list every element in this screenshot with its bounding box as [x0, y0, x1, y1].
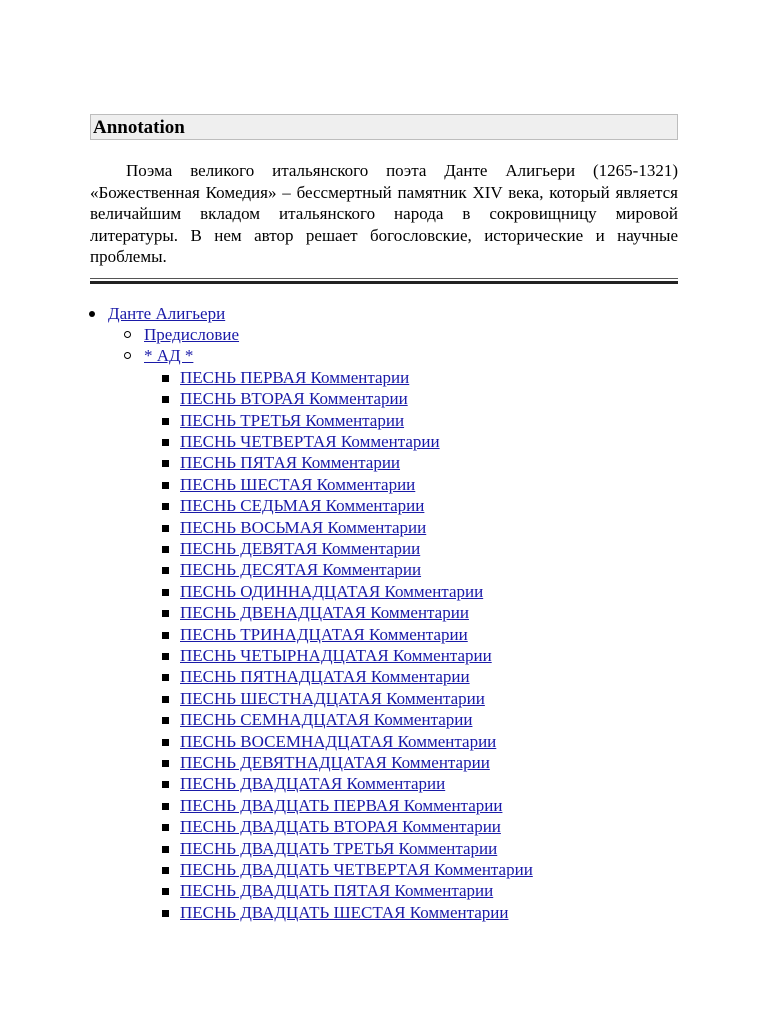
toc-canto-item	[144, 688, 678, 709]
toc-canto-link[interactable]: ПЕСНЬ ВТОРАЯ Комментарии	[180, 389, 408, 409]
square-bullet-icon	[162, 781, 169, 788]
toc-canto-item	[144, 666, 678, 687]
toc-canto-item	[144, 388, 678, 409]
square-bullet-icon	[162, 589, 169, 596]
toc-canto-link[interactable]: ПЕСНЬ ДВАДЦАТЬ ПЕРВАЯ Комментарии	[180, 795, 503, 815]
toc-canto-link[interactable]: ПЕСНЬ ДЕВЯТАЯ Комментарии	[180, 538, 421, 558]
annotation-heading: Annotation	[90, 114, 678, 140]
table-of-contents	[90, 303, 678, 924]
square-bullet-icon	[162, 739, 169, 746]
square-bullet-icon	[162, 760, 169, 767]
toc-canto-item	[144, 452, 678, 473]
square-bullet-icon	[162, 610, 169, 617]
toc-canto-link[interactable]: ПЕСНЬ ВОСЬМАЯ Комментарии	[180, 517, 427, 537]
toc-section-item	[108, 345, 678, 923]
square-bullet-icon	[162, 717, 169, 724]
toc-canto-link[interactable]: ПЕСНЬ ДВАДЦАТАЯ Комментарии	[180, 774, 446, 794]
disc-bullet-icon	[89, 311, 95, 317]
section-divider	[90, 278, 678, 284]
toc-canto-item	[144, 624, 678, 645]
toc-canto-item	[144, 559, 678, 580]
square-bullet-icon	[162, 482, 169, 489]
toc-canto-link[interactable]: ПЕСНЬ ШЕСТНАДЦАТАЯ Комментарии	[180, 688, 485, 708]
toc-canto-item	[144, 538, 678, 559]
toc-canto-link[interactable]: ПЕСНЬ ДЕВЯТНАДЦАТАЯ Комментарии	[180, 753, 490, 773]
square-bullet-icon	[162, 674, 169, 681]
toc-canto-link[interactable]: ПЕСНЬ ТРИНАДЦАТАЯ Комментарии	[180, 624, 468, 644]
toc-canto-item	[144, 709, 678, 730]
toc-inferno-link[interactable]: * АД *	[144, 346, 194, 366]
toc-canto-item	[144, 495, 678, 516]
toc-canto-item	[144, 367, 678, 388]
toc-canto-link[interactable]: ПЕСНЬ ДВАДЦАТЬ ВТОРАЯ Комментарии	[180, 817, 501, 837]
toc-canto-item	[144, 602, 678, 623]
square-bullet-icon	[162, 460, 169, 467]
toc-canto-item	[144, 581, 678, 602]
toc-canto-item	[144, 838, 678, 859]
square-bullet-icon	[162, 653, 169, 660]
toc-author-item	[72, 303, 678, 924]
toc-canto-link[interactable]: ПЕСНЬ СЕДЬМАЯ Комментарии	[180, 496, 425, 516]
square-bullet-icon	[162, 439, 169, 446]
toc-canto-link[interactable]: ПЕСНЬ ДЕСЯТАЯ Комментарии	[180, 560, 422, 580]
square-bullet-icon	[162, 803, 169, 810]
document-page	[90, 114, 678, 923]
toc-canto-link[interactable]: ПЕСНЬ СЕМНАДЦАТАЯ Комментарии	[180, 710, 473, 730]
toc-level1-list	[72, 303, 678, 924]
toc-canto-link[interactable]: ПЕСНЬ ДВАДЦАТЬ ШЕСТАЯ Комментарии	[180, 902, 509, 922]
square-bullet-icon	[162, 375, 169, 382]
toc-preface-link[interactable]: Предисловие	[144, 324, 240, 344]
circle-bullet-icon	[124, 352, 131, 359]
toc-canto-link[interactable]: ПЕСНЬ ОДИННАДЦАТАЯ Комментарии	[180, 581, 484, 601]
toc-canto-item	[144, 752, 678, 773]
toc-canto-link[interactable]: ПЕСНЬ ВОСЕМНАДЦАТАЯ Комментарии	[180, 731, 497, 751]
square-bullet-icon	[162, 696, 169, 703]
toc-level2-list	[108, 324, 678, 923]
square-bullet-icon	[162, 396, 169, 403]
toc-canto-link[interactable]: ПЕСНЬ ДВАДЦАТЬ ТРЕТЬЯ Комментарии	[180, 838, 498, 858]
toc-canto-link[interactable]: ПЕСНЬ ЧЕТВЕРТАЯ Комментарии	[180, 431, 440, 451]
toc-canto-item	[144, 880, 678, 901]
toc-canto-list	[144, 367, 678, 924]
toc-canto-item	[144, 731, 678, 752]
toc-author-link[interactable]: Данте Алигьери	[108, 303, 226, 323]
square-bullet-icon	[162, 546, 169, 553]
toc-canto-link[interactable]: ПЕСНЬ ШЕСТАЯ Комментарии	[180, 474, 416, 494]
toc-canto-link[interactable]: ПЕСНЬ ДВАДЦАТЬ ПЯТАЯ Комментарии	[180, 881, 494, 901]
toc-canto-item	[144, 795, 678, 816]
square-bullet-icon	[162, 567, 169, 574]
toc-canto-link[interactable]: ПЕСНЬ ПЕРВАЯ Комментарии	[180, 367, 410, 387]
toc-canto-link[interactable]: ПЕСНЬ ДВЕНАДЦАТАЯ Комментарии	[180, 603, 469, 623]
square-bullet-icon	[162, 846, 169, 853]
square-bullet-icon	[162, 632, 169, 639]
square-bullet-icon	[162, 867, 169, 874]
toc-canto-item	[144, 773, 678, 794]
toc-canto-link[interactable]: ПЕСНЬ ДВАДЦАТЬ ЧЕТВЕРТАЯ Комментарии	[180, 860, 533, 880]
toc-canto-item	[144, 474, 678, 495]
toc-section-item	[108, 324, 678, 345]
square-bullet-icon	[162, 888, 169, 895]
toc-canto-item	[144, 517, 678, 538]
toc-canto-link[interactable]: ПЕСНЬ ТРЕТЬЯ Комментарии	[180, 410, 405, 430]
toc-canto-link[interactable]: ПЕСНЬ ПЯТНАДЦАТАЯ Комментарии	[180, 667, 470, 687]
toc-canto-item	[144, 816, 678, 837]
square-bullet-icon	[162, 525, 169, 532]
toc-canto-item	[144, 902, 678, 923]
circle-bullet-icon	[124, 331, 131, 338]
square-bullet-icon	[162, 910, 169, 917]
square-bullet-icon	[162, 503, 169, 510]
annotation-text: Поэма великого итальянского поэта Данте Алигьери (1265-1321) «Божественная Комедия» – бессмертный памятник XIV века, который является величайшим вкладом итальянского народа в сокровищницу мировой литературы. В нем автор решает богословские, исторические и научные проблемы.	[90, 161, 678, 266]
toc-canto-link[interactable]: ПЕСНЬ ПЯТАЯ Комментарии	[180, 453, 401, 473]
toc-canto-item	[144, 410, 678, 431]
toc-canto-item	[144, 859, 678, 880]
square-bullet-icon	[162, 824, 169, 831]
toc-canto-item	[144, 645, 678, 666]
toc-canto-link[interactable]: ПЕСНЬ ЧЕТЫРНАДЦАТАЯ Комментарии	[180, 646, 492, 665]
toc-canto-item	[144, 431, 678, 452]
square-bullet-icon	[162, 418, 169, 425]
